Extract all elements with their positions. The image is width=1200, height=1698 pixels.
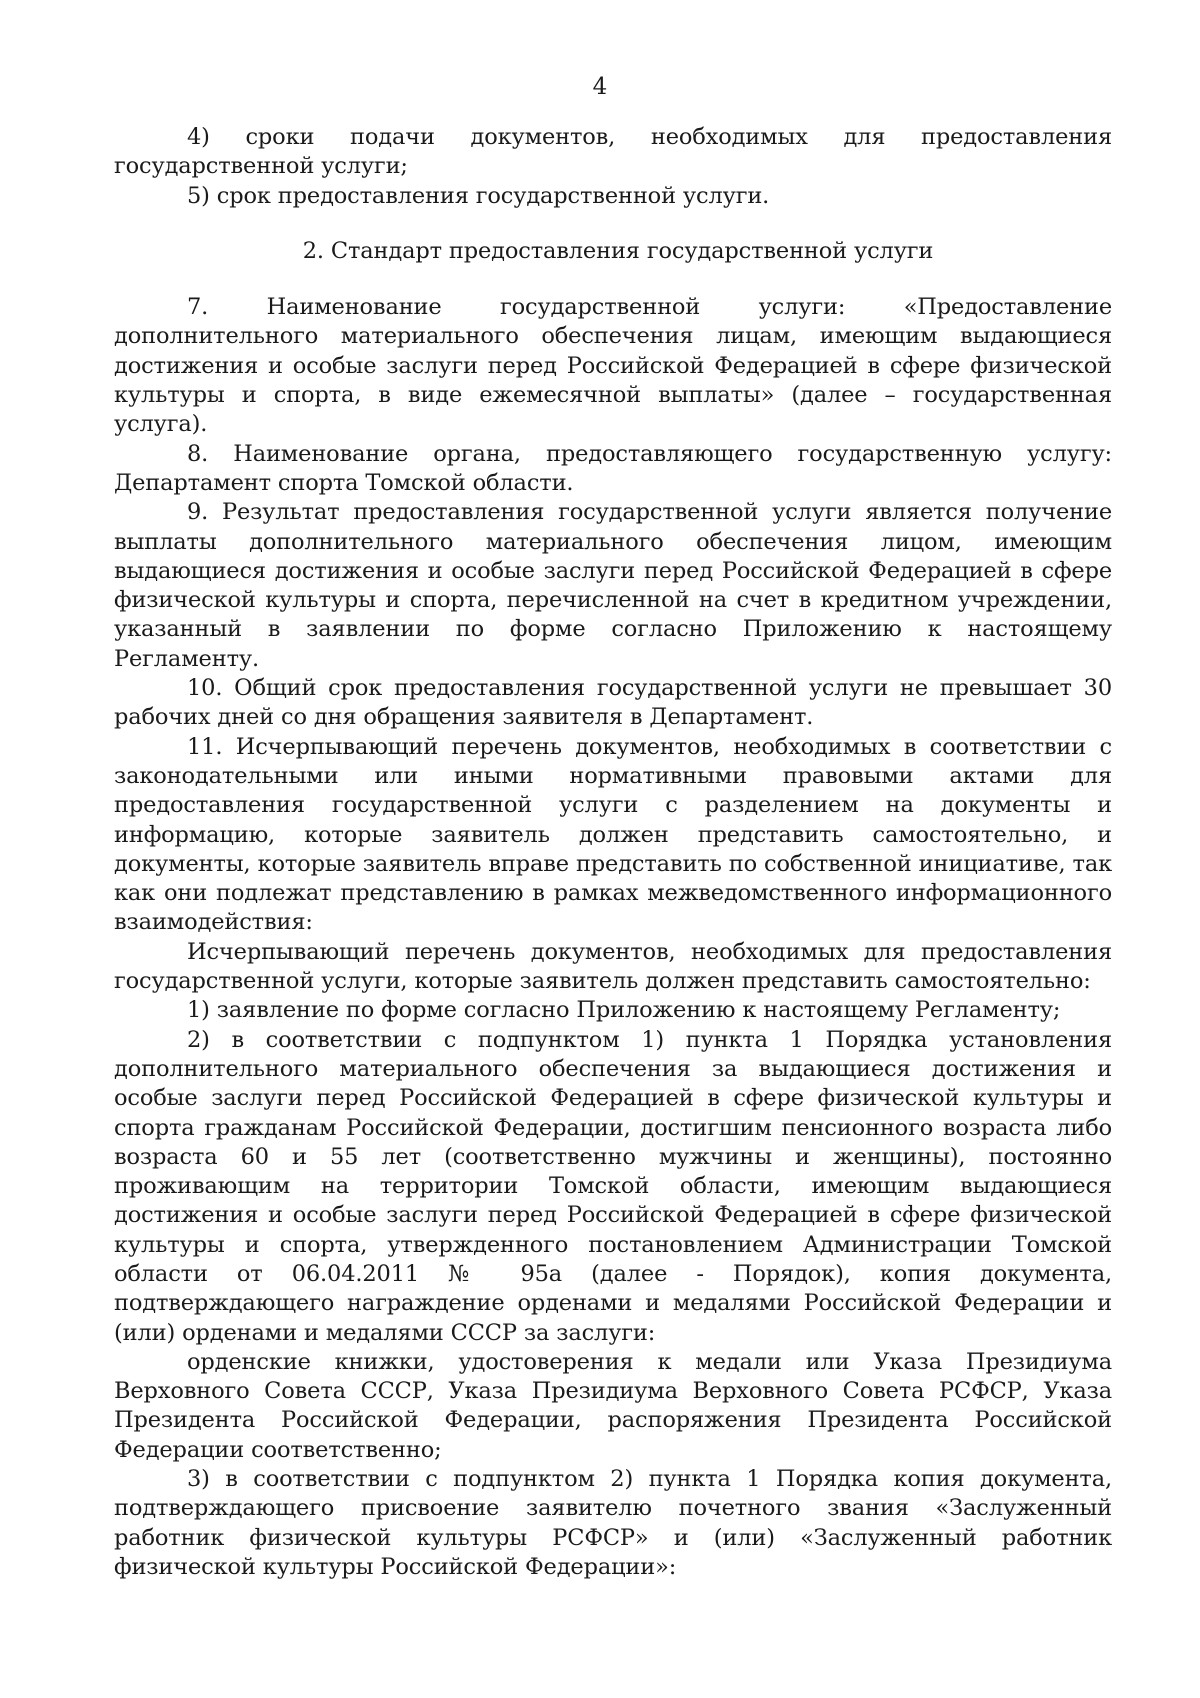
paragraph-7: 7. Наименование государственной услуги: «Предоставление дополнительного материального обеспечения лицам, имеющим выдающиеся достижения и особые заслуги перед Российской Федерацией в сфере физической культуры и спорта, в виде ежемесячной выплаты» (далее – государственная услуга). bbox=[114, 294, 1112, 438]
paragraph-order-books: орденские книжки, удостоверения к медали или Указа Президиума Верховного Совета СССР, Указа Президиума Верховного Совета РСФСР, Указа Президента Российской Федерации, распоряжения Президента Российской Федерации соответственно; bbox=[114, 1348, 1112, 1463]
paragraph-10: 10. Общий срок предоставления государственной услуги не превышает 30 рабочих дней со дня обращения заявителя в Департамент. bbox=[114, 675, 1112, 731]
paragraph-item-5: 5) срок предоставления государственной услуги. bbox=[187, 182, 770, 209]
paragraph-9: 9. Результат предоставления государственной услуги является получение выплаты дополнительного материального обеспечения лицом, имеющим выдающиеся достижения и особые заслуги перед Российской Федерацией в сфере физической культуры и спорта, перечисленной на счет в кредитном учреждении, указанный в заявлении по форме согласно Приложению к настоящему Регламенту. bbox=[114, 499, 1112, 672]
page-number: 4 bbox=[592, 74, 608, 100]
paragraph-document-list-intro: Исчерпывающий перечень документов, необходимых для предоставления государственной услуги, которые заявитель должен представить самостоятельно: bbox=[114, 938, 1112, 995]
paragraph-8: 8. Наименование органа, предоставляющего государственную услугу: Департамент спорта Томской области. bbox=[114, 440, 1112, 496]
paragraph-subitem-3: 3) в соответствии с подпунктом 2) пункта 1 Порядка копия документа, подтверждающего присвоение заявителю почетного звания «Заслуженный работник физической культуры РСФСР» и (или) «Заслуженный работник физической культуры Российской Федерации»: bbox=[114, 1466, 1112, 1580]
paragraph-item-4: 4) сроки подачи документов, необходимых для предоставления государственной услуги; bbox=[114, 124, 1112, 180]
paragraph-subitem-2: 2) в соответствии с подпунктом 1) пункта 1 Порядка установления дополнительного материального обеспечения за выдающиеся достижения и особые заслуги перед Российской Федерацией в сфере физической культуры и спорта гражданам Российской Федерации, достигшим пенсионного возраста либо возраста 60 и 55 лет (соответственно мужчины и женщины), постоянно проживающим на территории Томской области, имеющим выдающиеся достижения и особые заслуги перед Российской Федерацией в сфере физической культуры и спорта, утвержденного постановлением Администрации Томской области от 06.04.2011 № 95а (далее - Порядок), копия документа, подтверждающего награждение орденами и медалями Российской Федерации и (или) орденами и медалями СССР за заслуги: bbox=[114, 1026, 1112, 1346]
document-body bbox=[114, 123, 1112, 1582]
paragraph-11: 11. Исчерпывающий перечень документов, необходимых в соответствии с законодательными или иными нормативными правовыми актами для предоставления государственной услуги с разделением на документы и информацию, которые заявитель должен представить самостоятельно, и документы, которые заявитель вправе представить по собственной инициативе, так как они подлежат представлению в рамках межведомственного информационного взаимодействия: bbox=[114, 733, 1112, 936]
section-heading: 2. Стандарт предоставления государственной услуги bbox=[302, 237, 934, 264]
paragraph-subitem-1: 1) заявление по форме согласно Приложению к настоящему Регламенту; bbox=[187, 997, 1061, 1024]
